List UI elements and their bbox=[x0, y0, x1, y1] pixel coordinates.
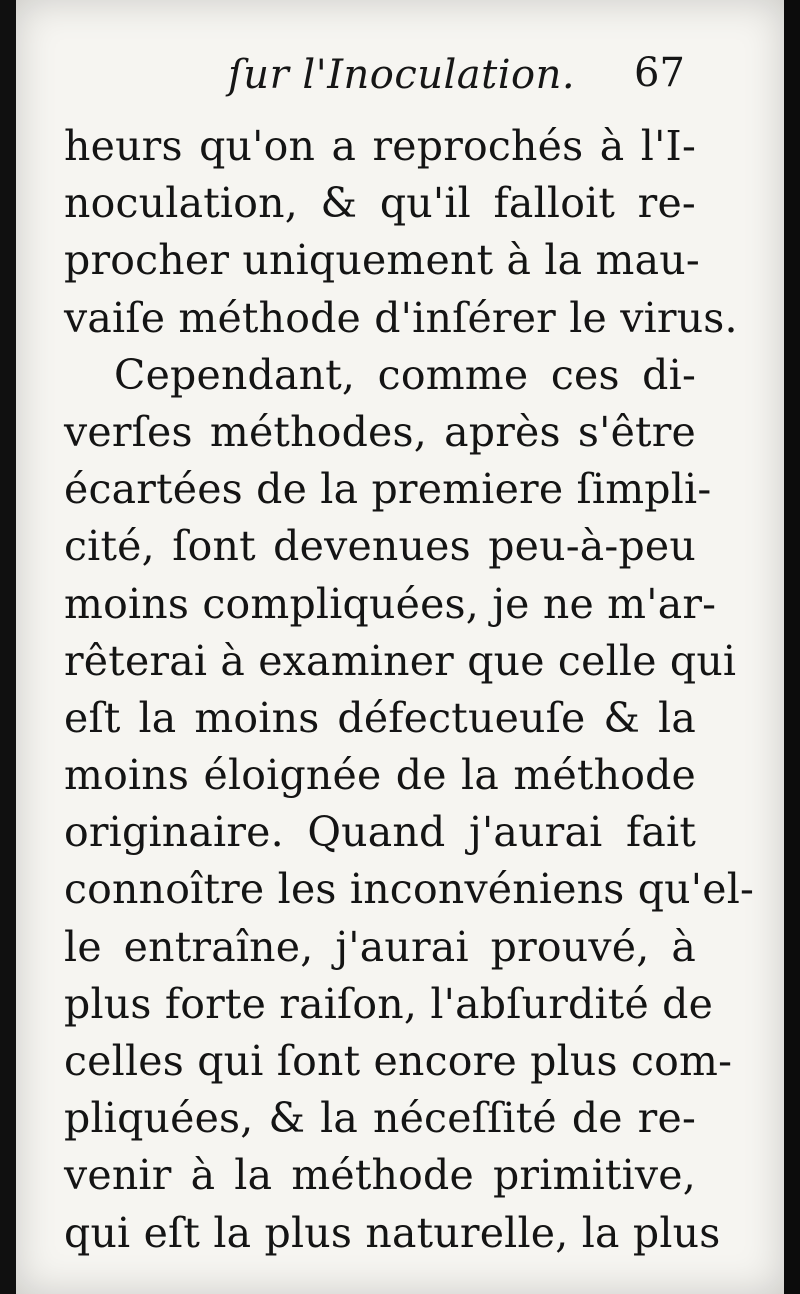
text-line: le entraîne, j'aurai prouvé, à bbox=[64, 922, 696, 971]
text-line: noculation, & qu'il falloit re- bbox=[64, 179, 696, 228]
text-line: heurs qu'on a reprochés à l'I- bbox=[64, 122, 696, 170]
page-edge-right bbox=[784, 0, 800, 1294]
page-header bbox=[16, 48, 784, 108]
text-line: pliquées, & la néceſſité de re- bbox=[64, 1094, 696, 1143]
page-edge-left bbox=[0, 0, 16, 1294]
text-line: venir à la méthode primitive, bbox=[64, 1151, 696, 1200]
text-line: verſes méthodes, après s'être bbox=[64, 407, 696, 456]
text-line: qui eſt la plus naturelle, la plus bbox=[64, 1208, 721, 1257]
text-line: procher uniquement à la mau- bbox=[64, 236, 700, 285]
page-number: 67 bbox=[634, 50, 685, 96]
running-title: ſur l'Inoculation. bbox=[228, 52, 576, 98]
text-line: écartées de la premiere ſimpli- bbox=[64, 465, 712, 514]
text-line: moins compliquées, je ne m'ar- bbox=[64, 579, 717, 628]
paragraph-start-line: Cependant, comme ces di- bbox=[114, 350, 696, 399]
text-line: celles qui ſont encore plus com- bbox=[64, 1037, 733, 1085]
text-line: vaiſe méthode d'inſérer le virus. bbox=[64, 293, 738, 342]
text-line: rêterai à examiner que celle qui bbox=[64, 636, 737, 685]
text-line: moins éloignée de la méthode bbox=[64, 751, 696, 800]
body-text bbox=[64, 118, 755, 1262]
text-line: eſt la moins défectueuſe & la bbox=[64, 693, 696, 742]
text-line: connoître les inconvéniens qu'el- bbox=[64, 865, 755, 914]
text-line: cité, ſont devenues peu-à-peu bbox=[64, 522, 696, 571]
text-line: plus forte raiſon, l'abſurdité de bbox=[64, 979, 714, 1028]
text-line: originaire. Quand j'aurai fait bbox=[64, 808, 696, 857]
book-page bbox=[16, 0, 784, 1294]
